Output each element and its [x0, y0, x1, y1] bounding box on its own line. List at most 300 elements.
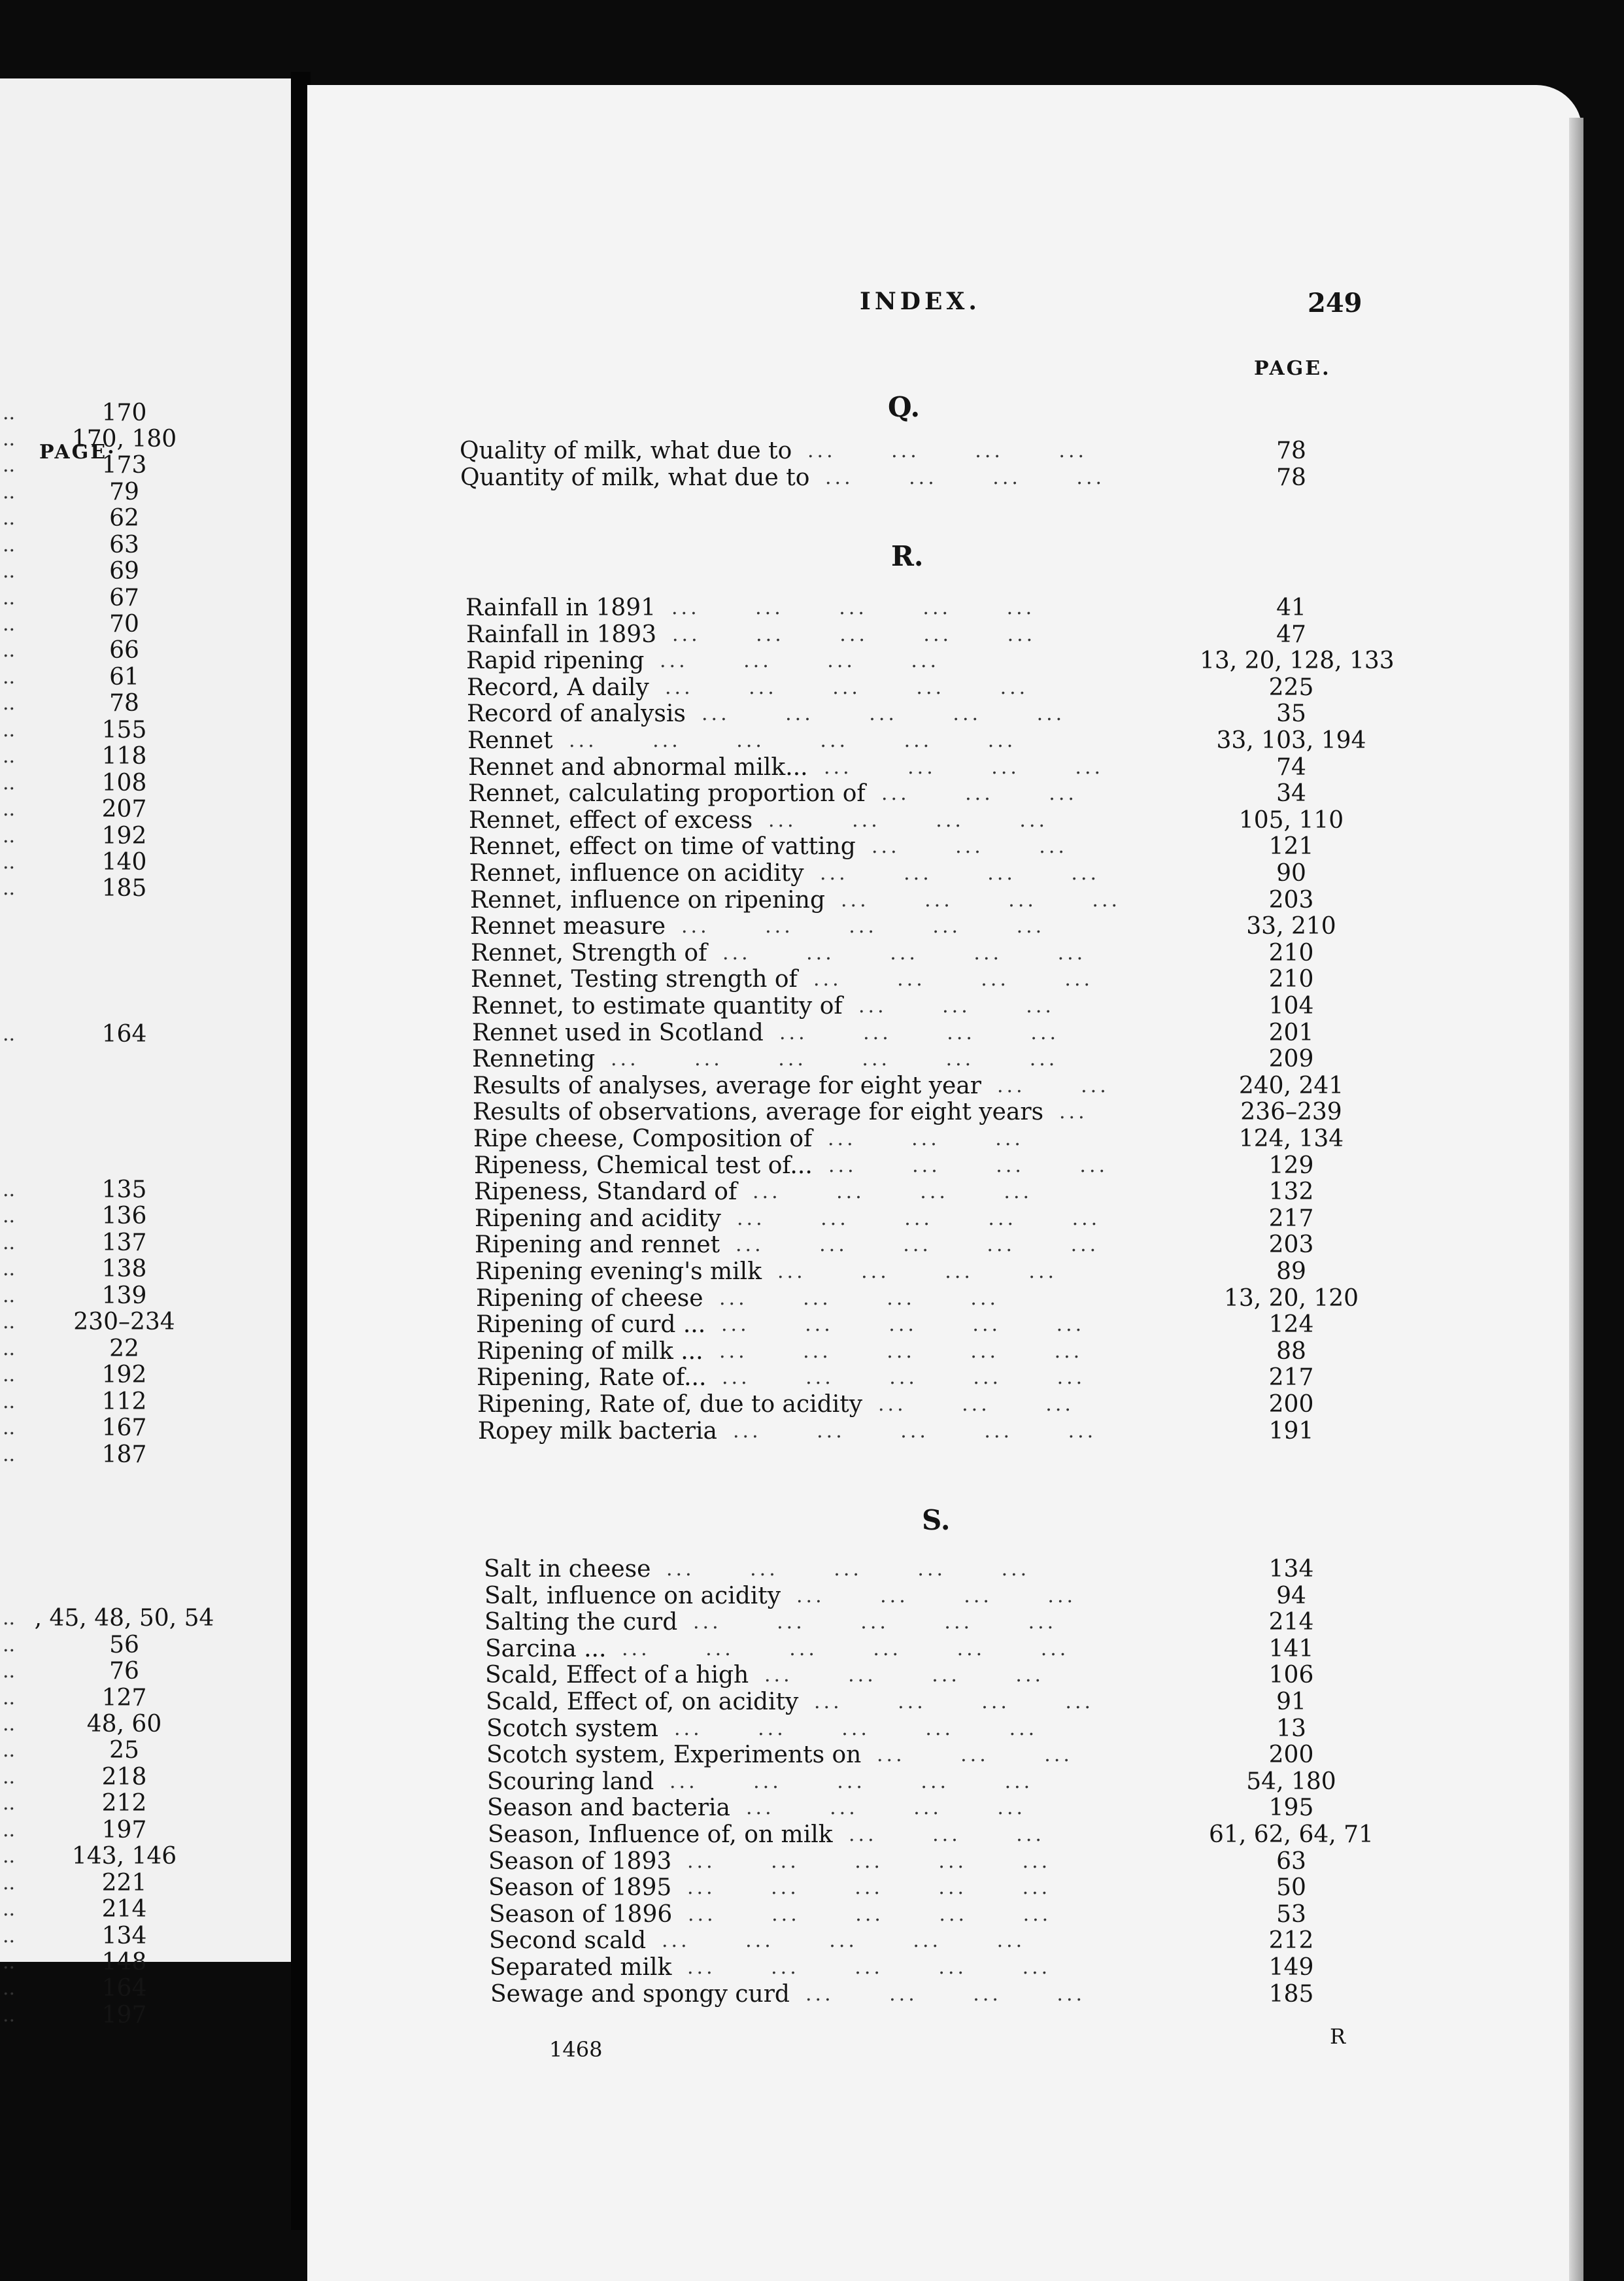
left-page-entry — [0, 638, 291, 664]
dot-leader: .. — [3, 1634, 16, 1656]
entry-title: Ripening and acidity — [475, 1205, 721, 1232]
index-entry — [484, 1556, 1406, 1583]
entry-title: Scouring land — [487, 1768, 654, 1795]
left-page-entry — [0, 1949, 291, 1976]
dot-leader: .. — [3, 1205, 16, 1227]
dot-leader: ... ... ... ... — [777, 1260, 1104, 1283]
left-entry-pages: 112 — [101, 1388, 147, 1415]
entry-title: Scotch system — [486, 1715, 658, 1742]
left-entry-pages: 136 — [101, 1203, 147, 1229]
left-entry-pages: 25 — [109, 1737, 139, 1764]
left-page-entry — [0, 1415, 291, 1441]
dot-leader: ... ... ... ... — [828, 1154, 1155, 1177]
dot-leader: .. — [3, 1443, 16, 1466]
left-page-entry — [0, 1203, 291, 1229]
dot-leader: ... ... ... ... ... — [672, 623, 1082, 646]
left-entry-pages: 197 — [101, 1817, 147, 1844]
section-letter: S. — [922, 1504, 951, 1536]
left-page-entry — [0, 1389, 291, 1415]
entry-title: Rennet, Testing strength of — [471, 966, 798, 993]
entry-pages: 217 — [1268, 1364, 1314, 1391]
dot-leader: ... ... ... ... ... — [737, 1207, 1147, 1230]
entry-pages: 201 — [1268, 1020, 1314, 1046]
dot-leader: ... ... ... ... ... — [669, 1770, 1079, 1793]
dot-leader: .. — [3, 639, 16, 662]
entry-title: Season of 1893 — [488, 1848, 672, 1875]
left-page-entry — [0, 1870, 291, 1896]
entry-pages: 54, 180 — [1246, 1768, 1336, 1795]
left-entry-pages: 66 — [109, 637, 139, 664]
left-page-entry — [0, 1283, 291, 1309]
dot-leader: ... ... ... ... ... — [671, 596, 1081, 619]
left-entry-pages: 230–234 — [73, 1309, 175, 1335]
dot-leader: .. — [3, 1416, 16, 1439]
index-entry — [488, 1822, 1410, 1848]
dot-leader: ... ... ... ... ... — [702, 702, 1111, 725]
dot-leader: ... ... ... — [871, 835, 1113, 858]
left-page-entry — [0, 1442, 291, 1468]
dot-leader: .. — [3, 1925, 16, 1947]
dot-leader: ... ... ... ... ... — [665, 676, 1075, 699]
index-entry — [477, 1392, 1417, 1418]
index-entry — [465, 595, 1406, 621]
index-entry — [466, 648, 1406, 674]
entry-title: Results of analyses, average for eight year — [473, 1072, 982, 1099]
index-entry — [467, 701, 1407, 727]
index-entry — [460, 438, 1406, 464]
dot-leader: ... ... ... ... ... — [693, 1611, 1103, 1634]
left-entry-pages: 22 — [109, 1335, 139, 1362]
dot-leader: .. — [3, 1178, 16, 1201]
left-entry-pages: 63 — [109, 532, 139, 558]
entry-title: Ripeness, Chemical test of... — [474, 1152, 813, 1179]
signature-mark: R — [1330, 2024, 1346, 2049]
entry-pages: 89 — [1276, 1258, 1306, 1285]
left-entry-pages: 214 — [101, 1896, 147, 1923]
entry-title: Salting the curd — [484, 1609, 678, 1636]
left-entry-pages: 138 — [101, 1256, 147, 1282]
left-entry-pages: 67 — [109, 585, 139, 611]
left-page-entry — [0, 876, 291, 902]
left-entry-pages: 187 — [101, 1441, 147, 1468]
index-entry — [474, 1153, 1414, 1179]
dot-leader: .. — [3, 1363, 16, 1386]
left-page-entry — [0, 664, 291, 691]
index-entry — [468, 755, 1408, 781]
index-entry — [476, 1312, 1416, 1338]
dot-leader: .. — [3, 798, 16, 821]
dot-leader: .. — [3, 1607, 16, 1630]
entry-pages: 13 — [1276, 1715, 1306, 1742]
dot-leader: .. — [3, 1951, 16, 1974]
dot-leader: .. — [3, 587, 16, 609]
dot-leader: .. — [3, 1231, 16, 1254]
left-entry-pages: 170 — [101, 400, 147, 426]
left-entry-pages: 62 — [109, 505, 139, 532]
dot-leader: ... ... ... ... ... ... — [611, 1048, 1104, 1071]
index-entry — [467, 728, 1408, 754]
dot-leader: ... ... ... — [858, 995, 1100, 1018]
entry-title: Rennet, effect of excess — [469, 807, 753, 834]
entry-title: Ripening, Rate of, due to acidity — [477, 1391, 863, 1418]
entry-title: Results of observations, average for eight years — [473, 1099, 1044, 1125]
dot-leader: .. — [3, 1390, 16, 1413]
index-entry — [471, 967, 1411, 993]
left-entry-pages: 155 — [101, 717, 147, 744]
left-page-entry — [0, 1896, 291, 1923]
entry-title: Rennet used in Scotland — [472, 1020, 764, 1046]
entry-title: Second scald — [489, 1927, 647, 1954]
dot-leader: .. — [3, 1792, 16, 1815]
entry-pages: 50 — [1276, 1874, 1306, 1901]
entry-pages: 134 — [1268, 1556, 1314, 1583]
page-number: 249 — [1308, 288, 1362, 318]
dot-leader: .. — [3, 772, 16, 795]
dot-leader: ... ... ... ... ... — [674, 1717, 1084, 1740]
dot-leader: ... — [1059, 1101, 1134, 1123]
dot-leader: .. — [3, 1898, 16, 1921]
entry-pages: 210 — [1268, 966, 1314, 993]
dot-leader: .. — [3, 402, 16, 424]
entry-title: Sarcina ... — [485, 1636, 607, 1662]
dot-leader: ... ... — [997, 1074, 1155, 1097]
entry-pages: 217 — [1268, 1205, 1314, 1232]
index-entry — [490, 1981, 1412, 2008]
index-entry — [485, 1662, 1407, 1689]
entry-pages: 13, 20, 120 — [1223, 1285, 1359, 1312]
dot-leader: ... ... ... ... ... — [687, 1956, 1097, 1979]
entry-title: Rainfall in 1893 — [466, 621, 657, 648]
entry-pages: 78 — [1276, 437, 1306, 464]
entry-pages: 124, 134 — [1238, 1125, 1344, 1152]
entry-title: Season of 1896 — [489, 1901, 673, 1928]
dot-leader: ... ... ... ... ... — [733, 1420, 1143, 1443]
left-page-entry — [0, 1362, 291, 1388]
index-entry — [477, 1365, 1417, 1391]
section-letter: R. — [891, 540, 924, 572]
left-page-entry — [0, 558, 291, 585]
dot-leader: .. — [3, 481, 16, 504]
entry-pages: 33, 210 — [1246, 913, 1336, 940]
dot-leader: ... ... ... ... — [660, 649, 986, 672]
entry-pages: 200 — [1268, 1741, 1314, 1768]
dot-leader: .. — [3, 560, 16, 583]
entry-pages: 106 — [1268, 1662, 1314, 1689]
dot-leader: ... ... ... — [877, 1743, 1119, 1766]
left-page-entry — [0, 479, 291, 506]
entry-pages: 212 — [1268, 1927, 1314, 1954]
left-page-entry — [0, 1021, 291, 1048]
dot-leader: ... ... ... ... — [824, 756, 1150, 779]
entry-pages: 104 — [1268, 993, 1314, 1020]
index-entry — [473, 1099, 1413, 1125]
left-page-entry — [0, 1632, 291, 1658]
dot-leader: .. — [3, 1977, 16, 2000]
running-head: INDEX. — [860, 288, 981, 315]
dot-leader: ... ... ... ... — [746, 1796, 1072, 1819]
dot-leader: ... ... ... ... — [768, 809, 1094, 832]
entry-title: Ripening of cheese — [476, 1285, 703, 1312]
dot-leader: ... ... ... ... ... — [666, 1558, 1076, 1581]
entry-pages: 121 — [1268, 833, 1314, 860]
index-entry — [469, 861, 1410, 887]
index-entry — [474, 1179, 1414, 1205]
entry-pages: 191 — [1268, 1418, 1314, 1445]
index-entry — [485, 1636, 1407, 1662]
entry-title: Scald, Effect of, on acidity — [486, 1689, 799, 1715]
entry-title: Rennet and abnormal milk... — [468, 754, 808, 781]
entry-title: Record, A daily — [467, 674, 649, 701]
left-page-entry — [0, 2002, 291, 2029]
entry-pages: 214 — [1268, 1609, 1314, 1636]
left-entry-pages: 173 — [101, 452, 147, 479]
dot-leader: ... ... ... ... — [753, 1180, 1079, 1203]
dot-leader: .. — [3, 1819, 16, 1842]
entry-pages: 149 — [1268, 1954, 1314, 1981]
index-entry — [473, 1126, 1413, 1152]
left-entry-pages: 167 — [101, 1415, 147, 1441]
left-entry-pages: 207 — [101, 796, 147, 823]
entry-title: Rennet measure — [470, 913, 666, 940]
left-page-entry — [0, 797, 291, 823]
dot-leader: ... ... ... ... ... — [662, 1929, 1072, 1952]
entry-title: Ripening of milk ... — [477, 1338, 703, 1365]
dot-leader: ... ... ... ... ... — [681, 915, 1091, 938]
dot-leader: ... ... ... ... ... — [687, 1850, 1097, 1873]
facing-page-left — [0, 78, 291, 2029]
left-entry-pages: 212 — [101, 1790, 147, 1817]
entry-title: Rennet, influence on ripening — [470, 887, 826, 914]
entry-pages: 200 — [1268, 1391, 1314, 1418]
entry-title: Rennet, effect on time of vatting — [469, 833, 856, 860]
dot-leader: ... ... ... — [881, 782, 1123, 805]
left-page-entry — [0, 400, 291, 426]
entry-pages: 13, 20, 128, 133 — [1200, 647, 1395, 674]
left-page-entry — [0, 1605, 291, 1632]
page-edge-shadow — [1569, 118, 1583, 2281]
dot-leader: .. — [3, 1687, 16, 1709]
index-entry — [469, 808, 1409, 834]
index-entry — [490, 1955, 1412, 1981]
dot-leader: ... ... ... ... — [719, 1287, 1045, 1310]
dot-leader: .. — [3, 1766, 16, 1789]
entry-title: Renneting — [472, 1046, 596, 1072]
index-entry — [488, 1875, 1410, 1901]
left-entry-pages: 108 — [101, 770, 147, 797]
entry-pages: 132 — [1268, 1178, 1314, 1205]
index-entry — [471, 940, 1411, 967]
index-entry — [466, 622, 1406, 648]
dot-leader: ... ... ... ... — [779, 1021, 1106, 1044]
entry-pages: 63 — [1276, 1848, 1306, 1875]
index-entry — [487, 1769, 1409, 1795]
entry-title: Ripening of curd ... — [476, 1311, 706, 1338]
dot-leader: ... ... ... ... ... — [721, 1313, 1131, 1336]
left-page-entry — [0, 1817, 291, 1844]
index-entry — [478, 1418, 1418, 1445]
entry-pages: 129 — [1268, 1152, 1314, 1179]
dot-leader: ... ... ... ... — [841, 889, 1167, 912]
dot-leader: .. — [3, 1845, 16, 1868]
entry-title: Season of 1895 — [488, 1874, 672, 1901]
dot-leader: .. — [3, 534, 16, 557]
left-page-entry — [0, 717, 291, 744]
dot-leader: ... ... ... — [849, 1823, 1091, 1846]
left-page-entry — [0, 1738, 291, 1764]
index-entry — [470, 914, 1410, 940]
index-entry — [484, 1609, 1406, 1636]
dot-leader: ... ... ... ... ... — [722, 1366, 1132, 1389]
dot-leader: ... ... ... ... ... ... — [622, 1638, 1115, 1660]
left-page-entry — [0, 1230, 291, 1256]
dot-leader: .. — [3, 1311, 16, 1333]
entry-pages: 225 — [1268, 674, 1314, 701]
dot-leader: ... ... ... ... — [805, 1983, 1132, 2006]
entry-pages: 203 — [1268, 887, 1314, 914]
left-entry-pages: 170, 180 — [71, 426, 177, 453]
printer-signature: 1468 — [549, 2037, 603, 2062]
entry-title: Season, Influence of, on milk — [488, 1821, 833, 1848]
index-entry — [484, 1583, 1406, 1609]
dot-leader: .. — [3, 613, 16, 636]
left-page-entry — [0, 453, 291, 479]
dot-leader: .. — [3, 851, 16, 874]
index-entry — [476, 1286, 1416, 1312]
left-entry-pages: 135 — [101, 1176, 147, 1203]
entry-title: Ripening and rennet — [475, 1231, 720, 1258]
entry-pages: 203 — [1268, 1231, 1314, 1258]
left-entry-pages: 70 — [109, 611, 139, 638]
dot-leader: .. — [3, 666, 16, 689]
left-entry-pages: 197 — [101, 2002, 147, 2029]
entry-title: Sewage and spongy curd — [490, 1981, 790, 2008]
left-entry-pages: 79 — [109, 479, 139, 506]
left-page-entry — [0, 1844, 291, 1870]
entry-pages: 90 — [1276, 860, 1306, 887]
left-page-entry — [0, 1976, 291, 2002]
section-letter: Q. — [888, 391, 921, 423]
dot-leader: ... ... ... ... — [807, 439, 1134, 462]
dot-leader: .. — [3, 1258, 16, 1280]
dot-leader: .. — [3, 1284, 16, 1307]
entry-title: Ripening, Rate of... — [477, 1364, 707, 1391]
left-page-entry — [0, 1923, 291, 1949]
index-entry — [486, 1742, 1408, 1768]
entry-title: Separated milk — [490, 1954, 672, 1981]
dot-leader: .. — [3, 825, 16, 848]
index-entry — [471, 993, 1412, 1020]
entry-title: Record of analysis — [467, 700, 686, 727]
left-entry-pages: 221 — [101, 1870, 147, 1896]
dot-leader: ... ... ... — [828, 1127, 1070, 1150]
page-column-heading: PAGE. — [1254, 357, 1331, 380]
left-page-entry — [0, 1658, 291, 1685]
dot-leader: ... ... ... ... — [820, 862, 1146, 885]
left-entry-pages: 164 — [101, 1021, 147, 1048]
dot-leader: ... ... ... ... ... — [722, 942, 1132, 965]
entry-pages: 53 — [1276, 1901, 1306, 1928]
entry-title: Rennet, calculating proportion of — [468, 780, 866, 807]
entry-pages: 94 — [1276, 1583, 1306, 1609]
left-entry-pages: 78 — [109, 690, 139, 717]
dot-leader: .. — [3, 877, 16, 900]
dot-leader: ... ... ... ... ... — [736, 1233, 1145, 1256]
dot-leader: .. — [3, 1023, 16, 1046]
entry-pages: 105, 110 — [1238, 807, 1344, 834]
dot-leader: .. — [3, 719, 16, 742]
index-entry — [489, 1928, 1411, 1954]
dot-leader: .. — [3, 1872, 16, 1895]
entry-pages: 88 — [1276, 1338, 1306, 1365]
entry-pages: 47 — [1276, 621, 1306, 648]
entry-title: Salt in cheese — [484, 1556, 651, 1583]
left-entry-pages: 143, 146 — [71, 1843, 177, 1870]
dot-leader: .. — [3, 1337, 16, 1360]
entry-pages: 41 — [1276, 594, 1306, 621]
dot-leader: .. — [3, 1713, 16, 1736]
entry-title: Rennet, to estimate quantity of — [471, 993, 843, 1020]
index-entry — [460, 465, 1406, 491]
index-entry — [472, 1020, 1412, 1046]
index-entry — [473, 1073, 1413, 1099]
left-page-entry — [0, 1177, 291, 1203]
left-page-entry — [0, 1336, 291, 1362]
dot-leader: ... ... ... ... — [814, 1690, 1140, 1713]
index-entry — [488, 1849, 1410, 1875]
left-entry-pages: 76 — [109, 1658, 139, 1685]
entry-title: Rennet, Strength of — [471, 940, 707, 967]
dot-leader: .. — [3, 1739, 16, 1762]
left-entry-pages: 69 — [109, 558, 139, 585]
dot-leader: ... ... ... ... ... ... — [569, 729, 1062, 752]
left-entry-pages: 140 — [101, 849, 147, 876]
left-page-entry — [0, 1711, 291, 1738]
dot-leader: .. — [3, 428, 16, 451]
left-page-entry — [0, 744, 291, 770]
left-page-entry — [0, 691, 291, 717]
left-page-entry — [0, 849, 291, 876]
dot-leader: .. — [3, 507, 16, 530]
entry-pages: 74 — [1276, 754, 1306, 781]
left-entry-pages: 185 — [101, 875, 147, 902]
left-column-heading: PAGE· — [39, 441, 116, 464]
entry-title: Rennet, influence on acidity — [469, 860, 804, 887]
dot-leader: .. — [3, 2004, 16, 2027]
left-entry-pages: 218 — [101, 1764, 147, 1791]
index-entry — [475, 1259, 1415, 1285]
entry-title: Quantity of milk, what due to — [460, 464, 810, 491]
entry-title: Season and bacteria — [487, 1794, 730, 1821]
left-entry-pages: 148 — [101, 1949, 147, 1976]
dot-leader: ... ... ... ... — [796, 1585, 1123, 1607]
dot-leader: ... ... ... ... ... — [687, 1876, 1097, 1899]
entry-pages: 195 — [1268, 1794, 1314, 1821]
left-page-entry — [0, 1685, 291, 1711]
dot-leader: ... ... ... ... — [813, 968, 1140, 991]
entry-pages: 124 — [1268, 1311, 1314, 1338]
left-page-entry — [0, 1256, 291, 1282]
left-entry-pages: 118 — [101, 743, 147, 770]
left-entry-pages: 137 — [101, 1229, 147, 1256]
entry-title: Ropey milk bacteria — [478, 1418, 717, 1445]
entry-title: Ripe cheese, Composition of — [473, 1125, 813, 1152]
entry-pages: 35 — [1276, 700, 1306, 727]
left-entry-pages: 192 — [101, 823, 147, 849]
left-entry-pages: 48, 60 — [86, 1711, 162, 1738]
left-entry-pages: 61 — [109, 664, 139, 691]
index-entry — [475, 1232, 1415, 1258]
entry-pages: 185 — [1268, 1981, 1314, 2008]
